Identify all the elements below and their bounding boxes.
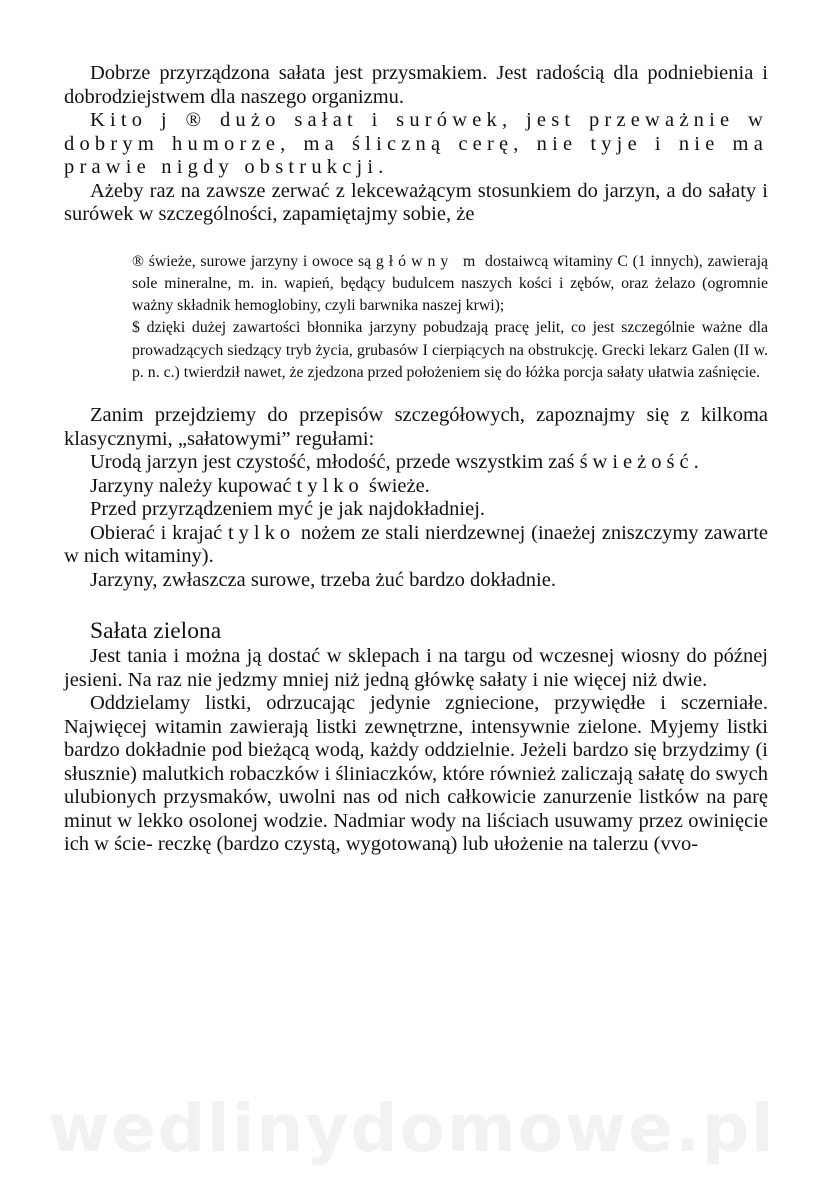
rule-text: Urodą jarzyn jest czystość, młodość, przede wszystkim zaś bbox=[90, 451, 580, 474]
rule-text: świeże. bbox=[363, 474, 430, 497]
watermark: wedlinydomowe.pl bbox=[48, 1090, 776, 1167]
quote-block bbox=[132, 251, 768, 385]
paragraph-rules-intro: Zanim przejdziemy do przepisów szczegółowych, zapoznajmy się z kilkoma klasycznymi, „sałatowymi” regułami: bbox=[64, 404, 768, 450]
paragraph-intro-2: Kito j ® dużo sałat i surówek, jest przeważnie w dobrym humorze, ma śliczną cerę, nie tyje i nie ma prawie nigdy obstrukcji. bbox=[64, 109, 768, 178]
rule-text: nożem ze stali nierdzewnej (inaeżej zniszczymy zawarte w nich witaminy). bbox=[64, 521, 769, 568]
quote-spaced-text: główny m bbox=[375, 252, 481, 270]
rule-spaced-text: tylko bbox=[227, 521, 296, 544]
rule-3: Przed przyrządzeniem myć je jak najdokładniej. bbox=[90, 498, 486, 521]
section-heading: Sałata zielona bbox=[90, 618, 222, 645]
rule-text: Jarzyny należy kupować bbox=[90, 474, 297, 497]
quote-text: ® świeże, surowe jarzyny i owoce są bbox=[132, 252, 376, 270]
document-page bbox=[64, 62, 768, 857]
rule-1 bbox=[64, 451, 768, 475]
rule-spaced-text: tylko bbox=[296, 474, 364, 497]
section-paragraph-2: Oddzielamy listki, odrzucając jedynie zgniecione, przywiędłe i sczerniałe. Najwięcej witamin zawierają listki zewnętrzne, intensywnie zielone. Myjemy listki bardzo dokładnie pod bieżącą wodą, każdy oddzielnie. Jeżeli bardzo się brzydzimy (i słusznie) malutkich robaczków i śliniaczków, które również zaliczają sałatę do swych ulubionych przysmaków, uwolni nas od nich całkowicie zanurzenie listków na parę minut w lekko osolonej wodzie. Nadmiar wody na liściach usuwamy przez owinięcie ich w ście- reczkę (bardzo czystą, wygotowaną) lub ułożenie na talerzu (vvo- bbox=[64, 692, 768, 856]
rule-text: Obierać i krajać bbox=[90, 521, 228, 544]
quote-text: dostaiwcą witaminy C (1 innych), zawierają sole mineralne, m. in. wapień, będący budulcem naszych kości i zębów, oraz żelazo (ogromnie ważny składnik hemoglobiny, czyli barwnika naszej krwi); bbox=[132, 252, 768, 315]
section-paragraph-1: Jest tania i można ją dostać w sklepach i na targu od wczesnej wiosny do późnej jesieni. Na raz nie jedzmy mniej niż jedną główkę sałaty i nie więcej niż dwie. bbox=[64, 645, 768, 691]
rule-2 bbox=[64, 475, 768, 499]
paragraph-intro-3: Ażeby raz na zawsze zerwać z lekceważącym stosunkiem do jarzyn, a do sałaty i surówek w szczególności, zapamiętajmy sobie, że bbox=[64, 179, 768, 225]
paragraph-intro-1: Dobrze przyrządzona sałata jest przysmakiem. Jest radością dla podniebienia i dobrodziejstwem dla naszego organizmu. bbox=[64, 62, 768, 108]
rule-4 bbox=[64, 522, 768, 569]
quote-item-1 bbox=[132, 251, 768, 318]
rule-spaced-text: świeżość. bbox=[579, 451, 704, 474]
rule-5: Jarzyny, zwłaszcza surowe, trzeba żuć bardzo dokładnie. bbox=[90, 568, 556, 591]
quote-item-2: $ dzięki dużej zawartości błonnika jarzyny pobudzają pracę jelit, co jest szczególnie ważne dla prowadzących siedzący tryb życia, grubasów I cierpiących na obstrukcję. Grecki lekarz Galen (II w. p. n. c.) twierdził nawet, że zjedzona przed położeniem się do łóżka porcja sałaty ułatwia zaśnięcie. bbox=[132, 319, 768, 381]
